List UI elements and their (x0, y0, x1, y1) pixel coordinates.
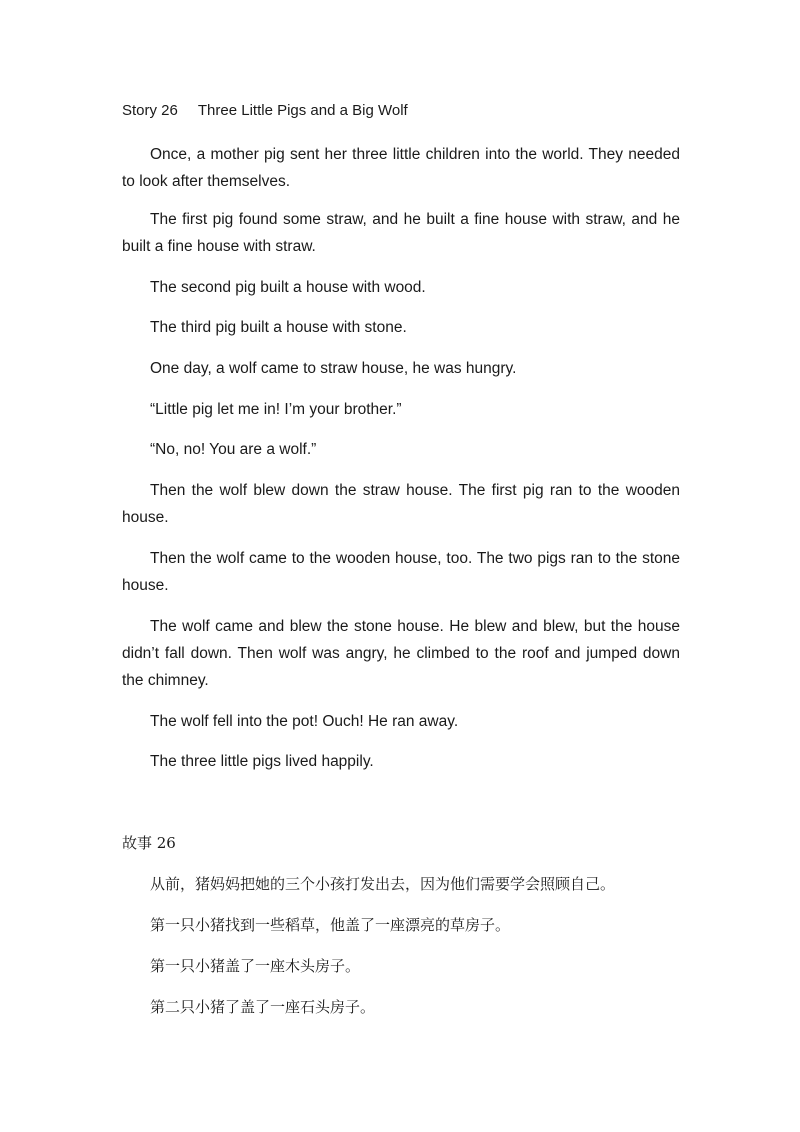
story-paragraph-2: The first pig found some straw, and he built a fine house with straw, and he built a fine house with straw. (122, 211, 680, 255)
story-number: Story 26 (122, 102, 178, 119)
story-paragraph-7: “No, no! You are a wolf.” (150, 441, 317, 458)
chinese-paragraph-4: 第二只小猪了盖了一座石头房子。 (150, 998, 376, 1016)
story-title-text: Three Little Pigs and a Big Wolf (197, 102, 408, 119)
story-paragraph-1: Once, a mother pig sent her three little children into the world. They needed to look after themselves. (122, 146, 680, 190)
story-paragraph-5: One day, a wolf came to straw house, he was hungry. (150, 360, 517, 377)
story-paragraph-12: The three little pigs lived happily. (150, 753, 374, 770)
chinese-story-title: 故事 26 (122, 834, 176, 852)
chinese-paragraph-3: 第一只小猪盖了一座木头房子。 (150, 957, 361, 975)
story-paragraph-4: The third pig built a house with stone. (150, 319, 407, 336)
story-paragraph-11: The wolf fell into the pot! Ouch! He ran away. (150, 713, 459, 730)
story-paragraph-8: Then the wolf blew down the straw house. The first pig ran to the wooden house. (122, 482, 680, 526)
story-paragraph-6: “Little pig let me in! I’m your brother.” (150, 401, 402, 418)
story-title (122, 101, 408, 121)
story-paragraph-10: The wolf came and blew the stone house. He blew and blew, but the house didn’t fall down. Then wolf was angry, he climbed to the roof and jumped down the chimney. (122, 618, 680, 689)
chinese-paragraph-2: 第一只小猪找到一些稻草，他盖了一座漂亮的草房子。 (150, 916, 511, 934)
chinese-paragraph-1: 从前，猪妈妈把她的三个小孩打发出去，因为他们需要学会照顾自己。 (150, 875, 616, 893)
story-paragraph-9: Then the wolf came to the wooden house, too. The two pigs ran to the stone house. (122, 550, 680, 594)
story-paragraph-3: The second pig built a house with wood. (150, 279, 426, 296)
